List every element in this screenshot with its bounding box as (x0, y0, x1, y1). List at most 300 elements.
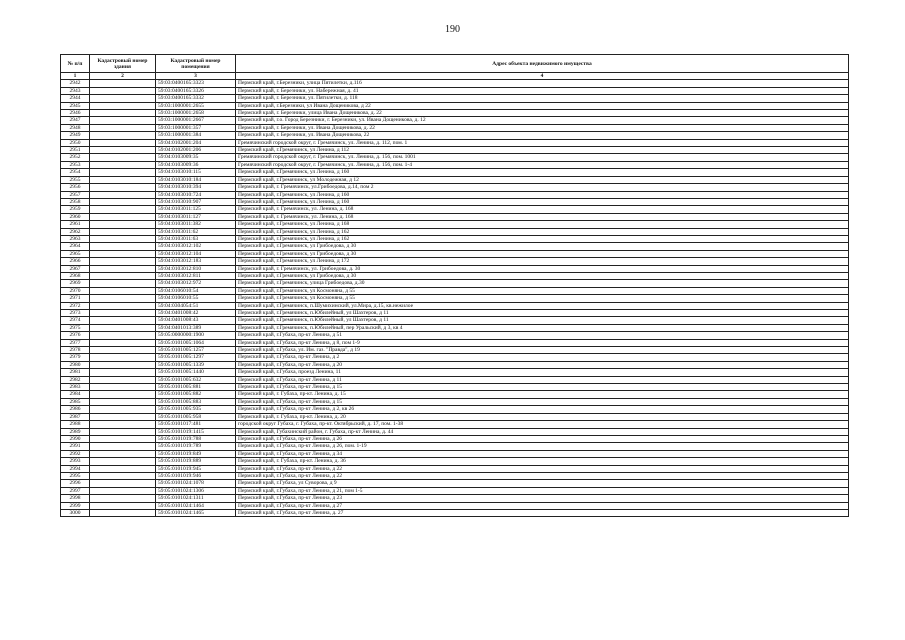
room-cadastral-cell: 59:04:0102001:206 (156, 147, 236, 154)
room-cadastral-cell: 59:04:0103012:102 (156, 243, 236, 250)
room-cadastral-cell: 59:05:0101019:889 (156, 458, 236, 465)
table-row (61, 287, 849, 294)
table-row (61, 176, 849, 183)
building-cadastral-cell (90, 310, 156, 317)
row-number-cell: 2993 (61, 458, 90, 465)
table-header-row (61, 55, 849, 73)
table-row (61, 161, 849, 168)
room-cadastral-cell: 59:05:0101024:1306 (156, 487, 236, 494)
table-row (61, 369, 849, 376)
building-cadastral-cell (90, 95, 156, 102)
table-row (61, 147, 849, 154)
row-number-cell: 2975 (61, 324, 90, 331)
address-cell: Пермский край, г.Губаха, пр-кт Ленина, д 22 (236, 465, 849, 472)
building-cadastral-cell (90, 428, 156, 435)
table-row (61, 169, 849, 176)
building-cadastral-cell (90, 302, 156, 309)
table-row (61, 495, 849, 502)
row-number-cell: 2990 (61, 435, 90, 442)
row-number-cell: 2952 (61, 154, 90, 161)
room-cadastral-cell: 59:03:0400165:3332 (156, 95, 236, 102)
room-cadastral-cell: 59:04:0401008:43 (156, 317, 236, 324)
table-row (61, 413, 849, 420)
address-cell: Пермский край, г.Губаха, пр-кт Ленина, д 15 (236, 384, 849, 391)
building-cadastral-cell (90, 169, 156, 176)
address-cell: Пермский край, г. Гремячинск, ул. Грибоедова, д. 30 (236, 265, 849, 272)
building-cadastral-cell (90, 376, 156, 383)
table-row (61, 184, 849, 191)
building-cadastral-cell (90, 154, 156, 161)
table-row (61, 258, 849, 265)
row-number-cell: 2965 (61, 250, 90, 257)
table-row (61, 265, 849, 272)
room-cadastral-cell: 59:04:0106010:54 (156, 287, 236, 294)
row-number-cell: 2983 (61, 384, 90, 391)
table-row (61, 435, 849, 442)
table-row (61, 421, 849, 428)
address-cell: Пермский край, г.Губаха, ул. Им. газ. "Правда", д 19 (236, 347, 849, 354)
table-row (61, 458, 849, 465)
row-number-cell: 2964 (61, 243, 90, 250)
room-cadastral-cell: 59:04:0103010:184 (156, 176, 236, 183)
row-number-cell: 2977 (61, 339, 90, 346)
row-number-cell: 2994 (61, 465, 90, 472)
building-cadastral-cell (90, 272, 156, 279)
room-cadastral-cell: 59:05:0101024:1464 (156, 502, 236, 509)
building-cadastral-cell (90, 235, 156, 242)
table-row (61, 339, 849, 346)
row-number-cell: 2999 (61, 502, 90, 509)
building-cadastral-cell (90, 502, 156, 509)
address-cell: Пермский край, г.Гремячинск, улица Грибоедова, д.30 (236, 280, 849, 287)
address-cell: Пермский край, г.Гремячинск, ул Ленина, д 168 (236, 221, 849, 228)
building-cadastral-cell (90, 280, 156, 287)
table-row (61, 132, 849, 139)
row-number-cell: 2969 (61, 280, 90, 287)
address-cell: Пермский край, г. Губаха, пр-кт. Ленина, д. 15 (236, 391, 849, 398)
address-cell: Пермский край, г.Гремячинск, ул Космоняна, д 55 (236, 295, 849, 302)
room-cadastral-cell: 59:05:0101019:789 (156, 443, 236, 450)
room-cadastral-cell: 59:04:0103010:724 (156, 191, 236, 198)
building-cadastral-cell (90, 361, 156, 368)
address-cell: Пермский край, г.Губаха, пр-кт Ленина, д. 27 (236, 509, 849, 516)
room-cadastral-cell: 59:05:0101005:1440 (156, 369, 236, 376)
building-cadastral-cell (90, 406, 156, 413)
row-number-cell: 2955 (61, 176, 90, 183)
table-row (61, 465, 849, 472)
room-cadastral-cell: 59:05:0101005:881 (156, 384, 236, 391)
room-cadastral-cell: 59:04:0106010:55 (156, 295, 236, 302)
address-cell: Пермский край, г.Гремячинск, ул Ленина, д 160 (236, 191, 849, 198)
table-row (61, 324, 849, 331)
row-number-cell: 2982 (61, 376, 90, 383)
address-cell: Пермский край, г.Губаха, пр-кт Ленина, д 8, пом 1-9 (236, 339, 849, 346)
room-cadastral-cell: 59:05:0101005:883 (156, 398, 236, 405)
building-cadastral-cell (90, 265, 156, 272)
address-cell: Пермский край, г. Березники, ул. Ивана Дощеникова, 22 (236, 132, 849, 139)
room-cadastral-cell: 59:04:0103011:125 (156, 206, 236, 213)
address-cell: Пермский край, г.Гремячинск, ул Грибоедова, д 30 (236, 250, 849, 257)
room-cadastral-cell: 59:05:0101024:1465 (156, 509, 236, 516)
row-number-cell: 2985 (61, 398, 90, 405)
room-cadastral-cell: 59:04:0103012:183 (156, 258, 236, 265)
room-cadastral-cell: 59:05:0101005:1339 (156, 361, 236, 368)
room-cadastral-cell: 59:03:1000001:2667 (156, 117, 236, 124)
table-row (61, 472, 849, 479)
row-number-cell: 2980 (61, 361, 90, 368)
col-header-number: № п/п (61, 55, 90, 73)
row-number-cell: 2973 (61, 310, 90, 317)
table-row (61, 376, 849, 383)
row-number-cell: 2996 (61, 480, 90, 487)
table-row (61, 347, 849, 354)
address-cell: Пермский край, г. Березники, ул. Набережная, д. 41 (236, 87, 849, 94)
room-cadastral-cell: 59:05:0101019:1415 (156, 428, 236, 435)
room-cadastral-cell: 59:05:0101005:882 (156, 391, 236, 398)
row-number-cell: 2947 (61, 117, 90, 124)
address-cell: Пермский край, г.Березники, ул Ивана Дощеникова, д 22 (236, 102, 849, 109)
table-row (61, 280, 849, 287)
room-cadastral-cell: 59:03:1000001:384 (156, 132, 236, 139)
room-cadastral-cell: 59:04:0103010:907 (156, 198, 236, 205)
address-cell: Гремячинский городской округ, г. Гремячинск, ул. Ленина, д. 112, пом. 1 (236, 139, 849, 146)
room-cadastral-cell: 59:05:0101005:632 (156, 376, 236, 383)
room-cadastral-cell: 59:04:0401008:42 (156, 310, 236, 317)
building-cadastral-cell (90, 369, 156, 376)
room-cadastral-cell: 59:05:0101005:935 (156, 406, 236, 413)
row-number-cell: 2976 (61, 332, 90, 339)
address-cell: Пермский край, г.Губаха, пр-кт Ленина, д 15 (236, 398, 849, 405)
room-cadastral-cell: 59:05:0101005:1297 (156, 354, 236, 361)
room-cadastral-cell: 59:04:0103011:62 (156, 228, 236, 235)
building-cadastral-cell (90, 102, 156, 109)
table-row (61, 110, 849, 117)
building-cadastral-cell (90, 435, 156, 442)
room-cadastral-cell: 59:05:0101024:1078 (156, 480, 236, 487)
address-cell: Пермский край, г.Губаха, пр-кт Ленина, д 20 (236, 361, 849, 368)
room-cadastral-cell: 59:04:0103012:810 (156, 265, 236, 272)
address-cell: Пермский край, г.Гремячинск, ул Ленина, д 160 (236, 198, 849, 205)
property-register-table (60, 54, 849, 517)
room-cadastral-cell: 59:05:0101024:1311 (156, 495, 236, 502)
address-cell: Пермский край, г.Гремячинск, п.Юбилейный, пер Уральский, д 3, кв 4 (236, 324, 849, 331)
address-cell: Пермский край, г.Гремячинск, ул Ленина, д 162 (236, 228, 849, 235)
room-cadastral-cell: 59:04:0103012:104 (156, 250, 236, 257)
building-cadastral-cell (90, 450, 156, 457)
address-cell: Пермский край, г. Губаха, пр-кт. Ленина, д. 20 (236, 413, 849, 420)
row-number-cell: 2998 (61, 495, 90, 502)
table-row (61, 384, 849, 391)
row-number-cell: 2971 (61, 295, 90, 302)
col-header-building-cadastral: Кадастровый номер здания (90, 55, 156, 73)
table-row (61, 428, 849, 435)
address-cell: Пермский край, г.Гремячинск, ул Ленина, д 112 (236, 147, 849, 154)
row-number-cell: 2988 (61, 421, 90, 428)
room-cadastral-cell: 59:04:0103009:36 (156, 161, 236, 168)
room-cadastral-cell: 59:05:0101017:481 (156, 421, 236, 428)
address-cell: Пермский край, г.Губаха, пр-кт Ленина, д 11 (236, 376, 849, 383)
table-row (61, 502, 849, 509)
room-cadastral-cell: 59:04:0304054:51 (156, 302, 236, 309)
address-cell: Пермский край, г.Губаха, пр-кт Ленина, д 27 (236, 502, 849, 509)
address-cell: Пермский край, г.Губаха, пр-кт Ленина, д 26, пом. 1-19 (236, 443, 849, 450)
room-cadastral-cell: 59:04:0103012:972 (156, 280, 236, 287)
address-cell: Пермский край, г.Гремячинск, п.Юбилейный, ул Шахтеров, д 11 (236, 310, 849, 317)
building-cadastral-cell (90, 117, 156, 124)
row-number-cell: 2944 (61, 95, 90, 102)
address-cell: Пермский край, г. Березники, ул. Пятилетки, д. 118 (236, 95, 849, 102)
row-number-cell: 2995 (61, 472, 90, 479)
building-cadastral-cell (90, 228, 156, 235)
table-row (61, 480, 849, 487)
building-cadastral-cell (90, 509, 156, 516)
table-row (61, 509, 849, 516)
table-row (61, 102, 849, 109)
building-cadastral-cell (90, 324, 156, 331)
row-number-cell: 2968 (61, 272, 90, 279)
page-number: 190 (445, 24, 460, 35)
building-cadastral-cell (90, 480, 156, 487)
table-row (61, 302, 849, 309)
row-number-cell: 2979 (61, 354, 90, 361)
row-number-cell: 2974 (61, 317, 90, 324)
row-number-cell: 2945 (61, 102, 90, 109)
row-number-cell: 2962 (61, 228, 90, 235)
room-cadastral-cell: 59:04:0102001:204 (156, 139, 236, 146)
address-cell: Пермский край, г.Гремячинск, п.Шумихинский, ул.Мира, д.15, кв.нежилое (236, 302, 849, 309)
row-number-cell: 2970 (61, 287, 90, 294)
address-cell: Пермский край, Губахинский район, г. Губаха, пр-кт Ленина, д. 44 (236, 428, 849, 435)
table-row (61, 228, 849, 235)
table-row (61, 398, 849, 405)
address-cell: Пермский край, г.Гремячинск, ул Грибоедова, д 30 (236, 243, 849, 250)
address-cell: городской округ Губаха, г. Губаха, пр-кт. Октябрьский, д. 17, пом. 1-38 (236, 421, 849, 428)
building-cadastral-cell (90, 347, 156, 354)
row-number-cell: 2972 (61, 302, 90, 309)
row-number-cell: 2987 (61, 413, 90, 420)
building-cadastral-cell (90, 206, 156, 213)
table-row (61, 213, 849, 220)
address-cell: Пермский край, г.Губаха, пр-кт Ленина, д 22 (236, 472, 849, 479)
col-index-1: 1 (61, 73, 90, 80)
row-number-cell: 2984 (61, 391, 90, 398)
building-cadastral-cell (90, 465, 156, 472)
table-row (61, 310, 849, 317)
row-number-cell: 2997 (61, 487, 90, 494)
table-row (61, 487, 849, 494)
row-number-cell: 2953 (61, 161, 90, 168)
address-cell: Пермский край, г.Гремячинск, ул Ленина, д 160 (236, 169, 849, 176)
room-cadastral-cell: 59:05:0000000:1900 (156, 332, 236, 339)
building-cadastral-cell (90, 221, 156, 228)
building-cadastral-cell (90, 332, 156, 339)
address-cell: Пермский край, г.о. Город Березники, г. Березники, ул. Ивана Дощеникова, д. 12 (236, 117, 849, 124)
address-cell: Пермский край, г. Березники, ул. Ивана Дощеникова, д. 22 (236, 124, 849, 131)
table-row (61, 235, 849, 242)
table-row (61, 95, 849, 102)
room-cadastral-cell: 59:04:0103011:63 (156, 235, 236, 242)
room-cadastral-cell: 59:03:0400165:3323 (156, 80, 236, 87)
row-number-cell: 2951 (61, 147, 90, 154)
row-number-cell: 2954 (61, 169, 90, 176)
building-cadastral-cell (90, 398, 156, 405)
building-cadastral-cell (90, 243, 156, 250)
room-cadastral-cell: 59:04:0401013:389 (156, 324, 236, 331)
building-cadastral-cell (90, 258, 156, 265)
row-number-cell: 2978 (61, 347, 90, 354)
row-number-cell: 2950 (61, 139, 90, 146)
building-cadastral-cell (90, 421, 156, 428)
building-cadastral-cell (90, 317, 156, 324)
address-cell: Пермский край, г. Гремячинск, ул.Грибоедова, д.14, пом 2 (236, 184, 849, 191)
building-cadastral-cell (90, 176, 156, 183)
row-number-cell: 2942 (61, 80, 90, 87)
address-cell: Пермский край, г.Гремячинск, ул Ленина, д 162 (236, 235, 849, 242)
building-cadastral-cell (90, 110, 156, 117)
room-cadastral-cell: 59:05:0101019:945 (156, 465, 236, 472)
table-row (61, 206, 849, 213)
row-number-cell: 2986 (61, 406, 90, 413)
row-number-cell: 2966 (61, 258, 90, 265)
building-cadastral-cell (90, 495, 156, 502)
table-row (61, 332, 849, 339)
table-row (61, 272, 849, 279)
room-cadastral-cell: 59:04:0103010:394 (156, 184, 236, 191)
room-cadastral-cell: 59:04:0103010:115 (156, 169, 236, 176)
building-cadastral-cell (90, 213, 156, 220)
row-number-cell: 2991 (61, 443, 90, 450)
table-row (61, 87, 849, 94)
address-cell: Пермский край, г.Гремячинск, ул Грибоедова, д 30 (236, 272, 849, 279)
room-cadastral-cell: 59:04:0103009:35 (156, 154, 236, 161)
table-row (61, 117, 849, 124)
address-cell: Пермский край, г.Гремячинск, ул Молодежная, д 12 (236, 176, 849, 183)
building-cadastral-cell (90, 472, 156, 479)
table-row (61, 191, 849, 198)
room-cadastral-cell: 59:03:1000001:2655 (156, 102, 236, 109)
col-header-address: Адрес объекта недвижимого имущества (236, 55, 849, 73)
room-cadastral-cell: 59:04:0103011:127 (156, 213, 236, 220)
table-row (61, 295, 849, 302)
table-row (61, 406, 849, 413)
table-index-row (61, 73, 849, 80)
building-cadastral-cell (90, 250, 156, 257)
col-index-3: 3 (156, 73, 236, 80)
building-cadastral-cell (90, 147, 156, 154)
building-cadastral-cell (90, 132, 156, 139)
table-row (61, 221, 849, 228)
room-cadastral-cell: 59:04:0103012:811 (156, 272, 236, 279)
table-row (61, 243, 849, 250)
address-cell: Пермский край, г.Губаха, пр-кт Ленина, д 2 (236, 354, 849, 361)
building-cadastral-cell (90, 339, 156, 346)
col-header-room-cadastral: Кадастровый номер помещения (156, 55, 236, 73)
building-cadastral-cell (90, 161, 156, 168)
building-cadastral-cell (90, 443, 156, 450)
building-cadastral-cell (90, 391, 156, 398)
row-number-cell: 2989 (61, 428, 90, 435)
building-cadastral-cell (90, 487, 156, 494)
table-row (61, 391, 849, 398)
room-cadastral-cell: 59:05:0101005:1257 (156, 347, 236, 354)
room-cadastral-cell: 59:03:1000001:357 (156, 124, 236, 131)
room-cadastral-cell: 59:05:0101019:946 (156, 472, 236, 479)
row-number-cell: 2943 (61, 87, 90, 94)
row-number-cell: 2961 (61, 221, 90, 228)
room-cadastral-cell: 59:03:1000001:2658 (156, 110, 236, 117)
address-cell: Пермский край, г.Губаха, ул Суворова, д 9 (236, 480, 849, 487)
table-row (61, 198, 849, 205)
row-number-cell: 2948 (61, 124, 90, 131)
row-number-cell: 2967 (61, 265, 90, 272)
table-row (61, 250, 849, 257)
row-number-cell: 2981 (61, 369, 90, 376)
address-cell: Гремячинский городской округ, г. Гремячинск, ул. Ленина, д. 156, пом. 1001 (236, 154, 849, 161)
address-cell: Пермский край, г.Гремячинск, ул Ленина, д 172 (236, 258, 849, 265)
table-row (61, 317, 849, 324)
table-body (61, 80, 849, 517)
table-row (61, 80, 849, 87)
address-cell: Пермский край, г. Гремячинск, ул. Ленина, д. 168 (236, 206, 849, 213)
building-cadastral-cell (90, 124, 156, 131)
table-row (61, 139, 849, 146)
building-cadastral-cell (90, 139, 156, 146)
row-number-cell: 2957 (61, 191, 90, 198)
building-cadastral-cell (90, 80, 156, 87)
address-cell: Пермский край, г. Губаха, пр-кт. Ленина, д. 36 (236, 458, 849, 465)
building-cadastral-cell (90, 384, 156, 391)
room-cadastral-cell: 59:05:0101019:788 (156, 435, 236, 442)
address-cell: Пермский край, г.Губаха, пр-кт Ленина, д 23 (236, 495, 849, 502)
table-row (61, 361, 849, 368)
table-row (61, 154, 849, 161)
table-row (61, 124, 849, 131)
building-cadastral-cell (90, 354, 156, 361)
room-cadastral-cell: 59:03:0400165:3326 (156, 87, 236, 94)
col-index-2: 2 (90, 73, 156, 80)
address-cell: Пермский край, г.Губаха, пр-кт Ленина, д 34 (236, 450, 849, 457)
building-cadastral-cell (90, 413, 156, 420)
row-number-cell: 2956 (61, 184, 90, 191)
room-cadastral-cell: 59:05:0101005:1064 (156, 339, 236, 346)
room-cadastral-cell: 59:05:0101019:849 (156, 450, 236, 457)
building-cadastral-cell (90, 191, 156, 198)
address-cell: Пермский край, г.Губаха, пр-кт Ленина, д 2, кв 26 (236, 406, 849, 413)
address-cell: Пермский край, г. Березники, улица Ивана Дощеникова, д. 22 (236, 110, 849, 117)
building-cadastral-cell (90, 87, 156, 94)
row-number-cell: 3000 (61, 509, 90, 516)
address-cell: Пермский край, г.Березники, улица Пятилетки, д.116 (236, 80, 849, 87)
address-cell: Пермский край, г.Губаха, пр-кт Ленина, д 26 (236, 435, 849, 442)
row-number-cell: 2949 (61, 132, 90, 139)
room-cadastral-cell: 59:04:0103011:382 (156, 221, 236, 228)
address-cell: Пермский край, г.Гремячинск, ул Космоняна, д 55 (236, 287, 849, 294)
row-number-cell: 2946 (61, 110, 90, 117)
address-cell: Пермский край, г.Губаха, проезд Ленина, 11 (236, 369, 849, 376)
building-cadastral-cell (90, 198, 156, 205)
address-cell: Пермский край, г. Гремячинск, ул. Ленина, д. 168 (236, 213, 849, 220)
building-cadastral-cell (90, 458, 156, 465)
row-number-cell: 2958 (61, 198, 90, 205)
address-cell: Пермский край, г.Гремячинск, п.Юбилейный, ул Шахтеров, д 11 (236, 317, 849, 324)
table-row (61, 450, 849, 457)
col-index-4: 4 (236, 73, 849, 80)
row-number-cell: 2992 (61, 450, 90, 457)
building-cadastral-cell (90, 295, 156, 302)
address-cell: Гремячинский городской округ, г. Гремячинск, ул. Ленина, д. 156, пом. 1-4 (236, 161, 849, 168)
table-row (61, 443, 849, 450)
building-cadastral-cell (90, 184, 156, 191)
